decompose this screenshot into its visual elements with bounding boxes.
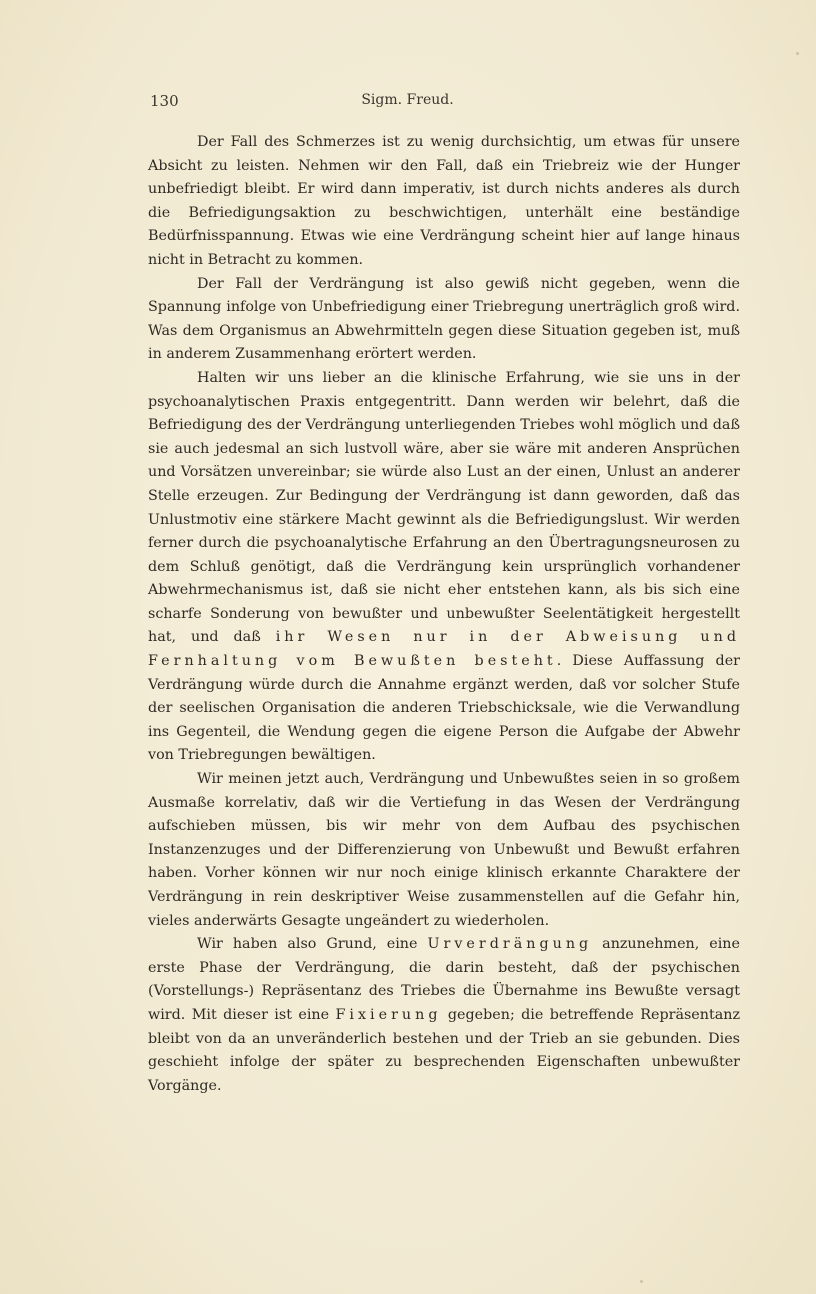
paper-speck — [640, 1280, 643, 1283]
running-title: Sigm. Freud. — [361, 92, 454, 108]
paper-speck — [796, 52, 799, 55]
paragraph-text: Der Fall des Schmerzes ist zu wenig durchsichtig, um etwas für unsere Absicht zu leisten. Nehmen wir den Fall, daß ein Triebreiz wie der Hunger unbefriedigt bleibt. Er wird dann imperativ, ist durch nichts anderes als durch die Befriedigungsaktion zu beschwichtigen, unterhält eine beständige Bedürfnisspannung. Etwas wie eine Verdrängung scheint hier auf lange hinaus nicht in Betracht zu kommen. — [148, 134, 740, 268]
paragraph-3 — [148, 367, 740, 768]
paragraph-1 — [148, 131, 740, 273]
spaced-emphasis: Fixierung — [335, 1006, 442, 1023]
paragraph-2 — [148, 273, 740, 367]
page-header — [150, 92, 665, 114]
paragraph-text: Wir meinen jetzt auch, Verdrängung und Unbewußtes seien in so großem Ausmaße korrelativ, daß wir die Vertiefung in das Wesen der Verdrängung aufschieben müssen, bis wir mehr von dem Aufbau des psychischen Instanzenzuges und der Differenzierung von Unbewußt und Bewußt erfahren haben. Vorher können wir nur noch einige klinisch erkannte Charaktere der Verdrängung in rein deskriptiver Weise zusammenstellen auf die Gefahr hin, vieles anderwärts Gesagte ungeändert zu wiederholen. — [148, 771, 740, 929]
paragraph-text: Der Fall der Verdrängung ist also gewiß nicht gegeben, wenn die Spannung infolge von Unbefriedigung einer Triebregung unerträglich groß wird. Was dem Organismus an Abwehrmitteln gegen diese Situation gegeben ist, muß in anderem Zusammenhang erörtert werden. — [148, 275, 740, 363]
spaced-emphasis: ihr Wesen nur in der Abweisung und Fernhaltung vom Bewußten besteht — [148, 629, 740, 670]
paragraph-text: Halten wir uns lieber an die klinische Erfahrung, wie sie uns in der psychoanalytischen Praxis entgegentritt. Dann werden wir belehrt, daß die Befriedigung des der Verdrängung unterliegenden Triebes wohl möglich und daß sie auch jedesmal an sich lustvoll wäre, aber sie wäre mit anderen Ansprüchen und Vorsätzen unvereinbar; sie würde also Lust an der einen, Unlust an anderer Stelle erzeugen. Zur Bedingung der Verdrängung ist dann geworden, daß das Unlustmotiv eine stärkere Macht gewinnt als die Befriedigungslust. Wir werden ferner durch die psychoanalytische Erfahrung an den Übertragungsneurosen zu dem Schluß genötigt, daß die Verdrängung kein ursprünglich vorhandener Abwehrmechanismus ist, daß sie nicht eher entstehen kann, als bis sich eine scharfe Sonderung von bewußter und unbewußter Seelentätigkeit hergestellt hat, und daß — [148, 369, 740, 646]
page-number: 130 — [150, 92, 179, 110]
paragraph-text: anzunehmen, eine erste Phase der Verdrängung, die darin besteht, daß der psychischen (Vorstellungs-) Repräsentanz des Triebes die Übernahme ins Bewußte versagt wird. Mit dieser ist eine — [148, 936, 740, 1023]
paragraph-5 — [148, 933, 740, 1098]
paragraph-4 — [148, 768, 740, 933]
body-text — [148, 131, 740, 1098]
spaced-emphasis: Urverdrängung — [427, 936, 593, 953]
paragraph-text: gegeben; die betreffende Repräsentanz bleibt von da an unveränderlich bestehen und der Trieb an sie gebunden. Dies geschieht infolge der später zu besprechenden Eigenschaften unbewußter Vorgänge. — [148, 1006, 740, 1094]
paragraph-text: Wir haben also Grund, eine — [197, 936, 428, 953]
paragraph-text: . Diese Auffassung der Verdrängung würde durch die Annahme ergänzt werden, daß vor solcher Stufe der seelischen Organisation die anderen Triebschicksale, wie die Verwandlung ins Gegenteil, die Wendung gegen die eigene Person die Aufgabe der Abwehr von Triebregungen bewältigen. — [148, 653, 740, 764]
